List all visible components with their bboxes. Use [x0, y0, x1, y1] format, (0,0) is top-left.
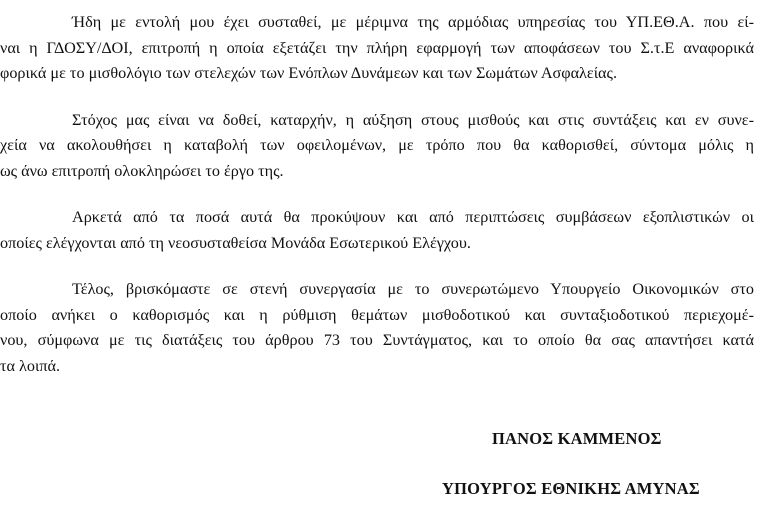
line-text: Αρκετά από τα ποσά αυτά θα προκύψουν και από περιπτώσεις συμβάσεων εξοπλιστικών οι: [72, 208, 754, 226]
text-line: [0, 303, 754, 329]
text-line: [36, 205, 754, 231]
line-text: Ήδη με εντολή μου έχει συσταθεί, με μέριμνα της αρμόδιας υπηρεσίας του ΥΠ.ΕΘ.Α. που εί-: [72, 13, 754, 31]
text-line: [0, 159, 754, 185]
text-line: [0, 354, 754, 380]
text-line: [0, 231, 754, 257]
line-text: οποίο ανήκει ο καθορισμός και η ρύθμιση θεμάτων μισθοδοτικού και συνταξιοδοτικού περιεχομέ-: [0, 305, 754, 324]
text-line: [0, 133, 754, 159]
text-line: [36, 10, 754, 36]
paragraph-amounts: [0, 205, 754, 256]
line-text: Στόχος μας είναι να δοθεί, καταρχήν, η αύξηση στους μισθούς και στις συντάξεις και εν συνε-: [72, 110, 754, 129]
line-text: τα λοιπά.: [0, 356, 61, 375]
text-line: [0, 61, 754, 87]
text-line: [0, 36, 754, 62]
paragraph-cooperation: [0, 277, 754, 379]
paragraph-committee: [0, 10, 754, 87]
line-text: ως άνω επιτροπή ολοκληρώσει το έργο της.: [0, 161, 284, 180]
line-text: Τέλος, βρισκόμαστε σε στενή συνεργασία με το συνερωτώμενο Υπουργείο Οικονομικών στο: [72, 280, 754, 298]
line-text: χεία να ακολουθήσει η καταβολή των οφειλομένων, με τρόπο που θα καθορισθεί, σύντομα μόλις η: [0, 136, 754, 154]
paragraph-goal: [0, 108, 754, 185]
signatory-title: ΥΠΟΥΡΓΟΣ ΕΘΝΙΚΗΣ ΑΜΥΝΑΣ: [442, 479, 700, 498]
line-text: φορικά με το μισθολόγιο των στελεχών των Ενόπλων Δυνάμεων και των Σωμάτων Ασφαλείας.: [0, 64, 617, 82]
text-line: [0, 328, 754, 354]
line-text: ναι η ΓΔΟΣΥ/ΔΟΙ, επιτροπή η οποία εξετάζει την πλήρη εφαρμογή των αποφάσεων του Σ.τ.Ε αναφορικά: [0, 38, 754, 57]
signatory-name: ΠΑΝΟΣ ΚΑΜΜΕΝΟΣ: [492, 429, 662, 448]
line-text: νου, σύμφωνα με τις διατάξεις του άρθρου 73 του Συντάγματος, και το οποίο θα σας απαντήσει κατά: [0, 331, 754, 349]
line-text: οποίες ελέγχονται από τη νεοσυσταθείσα Μονάδα Εσωτερικού Ελέγχου.: [0, 233, 471, 252]
text-line: [36, 277, 754, 303]
text-line: [36, 108, 754, 134]
